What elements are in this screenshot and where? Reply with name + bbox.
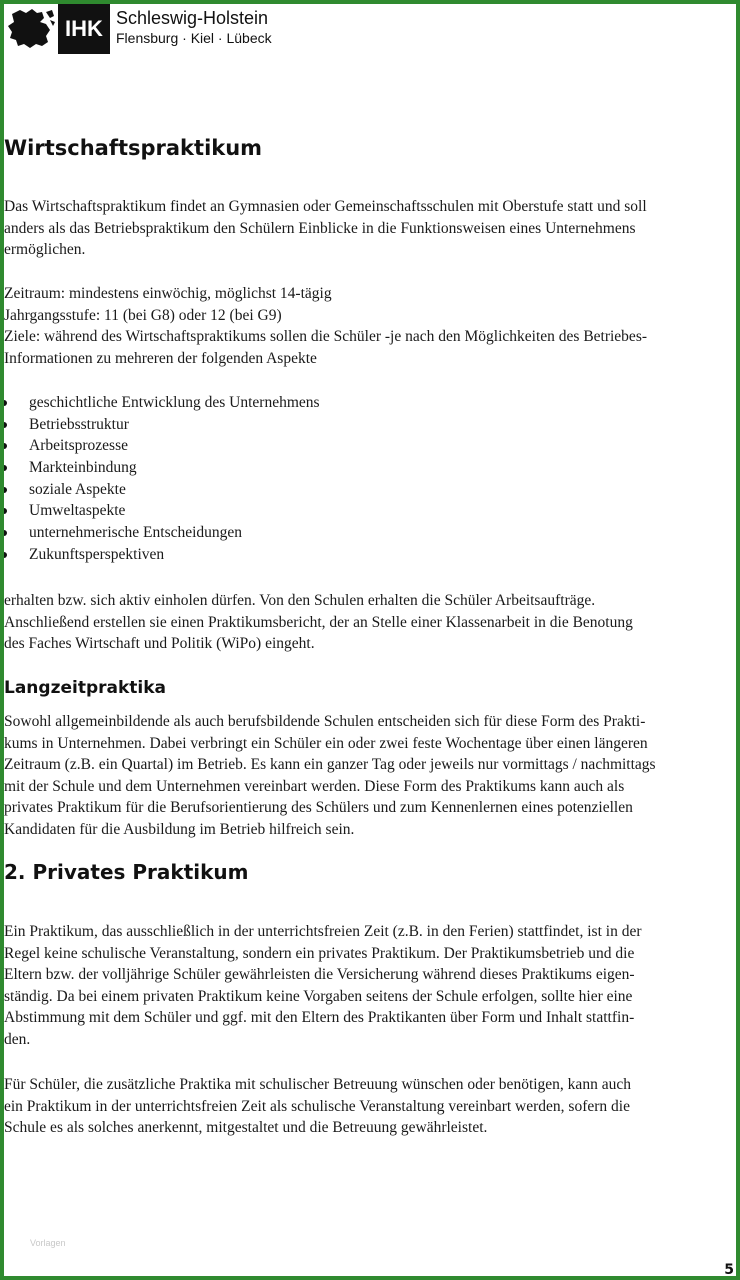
text-line: anders als das Betriebspraktikum den Schülern Einblicke in die Funktionsweisen eines Unternehmens	[4, 219, 636, 237]
ihk-logo-text: IHK	[58, 4, 110, 54]
bullet-icon	[1, 552, 7, 558]
bullet-icon	[1, 422, 7, 428]
privat-paragraph-2	[4, 1074, 736, 1139]
schleswig-holstein-map-icon	[6, 4, 58, 54]
text-line: Ein Praktikum, das ausschließlich in der unterrichtsfreien Zeit (z.B. in den Ferien) stattfindet, ist in der	[4, 923, 642, 940]
text-line: den.	[4, 1030, 31, 1048]
text-line: Eltern bzw. der volljährige Schüler gewährleisten die Versicherung während dieses Praktikums eigen-	[4, 966, 635, 983]
text-line: Informationen zu mehreren der folgenden Aspekte	[4, 349, 317, 367]
text-line: Das Wirtschaftspraktikum findet an Gymnasien oder Gemeinschaftsschulen mit Oberstufe statt und soll	[4, 198, 647, 215]
list-item-text: Arbeitsprozesse	[29, 437, 128, 455]
section-title-wirtschaftspraktikum: Wirtschaftspraktikum	[4, 136, 263, 160]
closing-paragraph	[4, 590, 736, 655]
text-line: privates Praktikum für die Berufsorientierung des Schülers und zum Kennenlernen eines potenziellen	[4, 799, 633, 816]
bullet-icon	[1, 443, 7, 449]
text-line: Sowohl allgemeinbildende als auch berufsbildende Schulen entscheiden sich für diese Form des Prakti-	[4, 713, 646, 730]
text-line: ermöglichen.	[4, 241, 86, 258]
bullet-icon	[1, 508, 7, 514]
ihk-logo	[6, 4, 110, 54]
list-item-text: soziale Aspekte	[29, 480, 126, 498]
list-item-text: Umweltaspekte	[29, 502, 126, 520]
text-line: erhalten bzw. sich aktiv einholen dürfen. Von den Schulen erhalten die Schüler Arbeitsaufträge.	[4, 592, 596, 609]
bullet-icon	[1, 487, 7, 493]
langzeit-paragraph	[4, 711, 736, 840]
region-name: Schleswig-Holstein	[116, 8, 269, 28]
text-line: ständig. Da bei einem privaten Praktikum keine Vorgaben seitens der Schule erfolgen, sollte hier eine	[4, 987, 633, 1005]
text-line: mit der Schule und dem Unternehmen vereinbart werden. Diese Form des Praktikums kann auch als	[4, 777, 625, 795]
ihk-header	[6, 4, 306, 56]
list-item-text: Betriebsstruktur	[29, 415, 129, 433]
details-paragraph	[4, 283, 736, 369]
text-line: Jahrgangsstufe: 11 (bei G8) oder 12 (bei G9)	[4, 306, 282, 324]
region-cities: Flensburg · Kiel · Lübeck	[116, 30, 272, 46]
section-title-langzeitpraktika: Langzeitpraktika	[4, 678, 167, 698]
text-line: Regel keine schulische Veranstaltung, sondern ein privates Praktikum. Der Praktikumsbetrieb und die	[4, 944, 635, 962]
section-title-privates-praktikum: 2. Privates Praktikum	[4, 860, 249, 884]
list-item-text: Zukunftsperspektiven	[29, 545, 165, 563]
text-line: Anschließend erstellen sie einen Praktikumsbericht, der an Stelle einer Klassenarbeit in die Benotung	[4, 613, 633, 631]
text-line: ein Praktikum in der unterrichtsfreien Zeit als schulische Veranstaltung vereinbart werden, sofern die	[4, 1097, 630, 1115]
list-item-text: geschichtliche Entwicklung des Unternehmens	[29, 394, 320, 411]
text-line: des Faches Wirtschaft und Politik (WiPo) eingeht.	[4, 635, 315, 652]
text-line: Für Schüler, die zusätzliche Praktika mit schulischer Betreuung wünschen oder benötigen, kann auch	[4, 1076, 631, 1093]
text-line: Ziele: während des Wirtschaftspraktikums sollen die Schüler -je nach den Möglichkeiten des Betriebes-	[4, 328, 648, 345]
watermark-text: Vorlagen	[30, 1238, 66, 1248]
text-line: Zeitraum: mindestens einwöchig, möglichst 14-tägig	[4, 285, 332, 302]
intro-paragraph	[4, 196, 736, 261]
list-item-text: Markteinbindung	[29, 459, 137, 477]
privat-paragraph-1	[4, 921, 736, 1050]
list-item-text: unternehmerische Entscheidungen	[29, 524, 243, 542]
bullet-icon	[1, 465, 7, 471]
page-number: 5	[724, 1262, 734, 1278]
bullet-icon	[1, 530, 7, 536]
bullet-icon	[1, 400, 7, 406]
text-line: Zeitraum (z.B. ein Quartal) im Betrieb. Es kann ein ganzer Tag oder jeweils nur vormittags / nachmittags	[4, 756, 656, 773]
text-line: kums in Unternehmen. Dabei verbringt ein Schüler ein oder zwei feste Wochentage über einen längeren	[4, 734, 648, 752]
text-line: Kandidaten für die Ausbildung im Betrieb hilfreich sein.	[4, 820, 355, 838]
text-line: Abstimmung mit dem Schüler und ggf. mit den Eltern des Praktikanten über Form und Inhalt stattfin-	[4, 1009, 635, 1026]
text-line: Schule es als solches anerkennt, mitgestaltet und die Betreuung gewährleistet.	[4, 1119, 488, 1136]
